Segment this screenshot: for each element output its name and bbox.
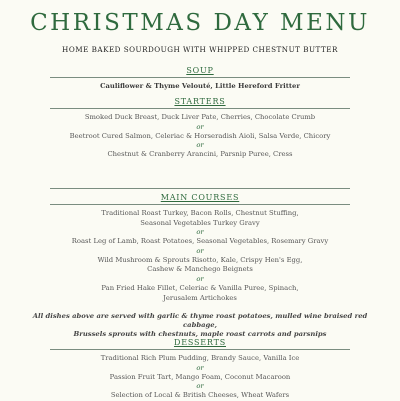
starter-item: Chestnut & Cranberry Arancini, Parsnip Puree, Cress: [107, 150, 293, 159]
or-separator: or: [196, 274, 204, 283]
starter-item: Beetroot Cured Salmon, Celeriac & Horseradish Aioli, Salsa Verde, Chicory: [69, 131, 331, 140]
starter-item: Smoked Duck Breast, Duck Liver Pate, Cherries, Chocolate Crumb: [84, 113, 316, 121]
mains-top-divider: [50, 188, 350, 189]
mains-divider: [50, 204, 350, 205]
or-separator: or: [196, 363, 204, 372]
sides-note: [30, 312, 370, 339]
main-item-line: Pan Fried Hake Fillet, Celeriac & Vanilla Puree, Spinach,: [101, 283, 299, 292]
bread-intro: HOME BAKED SOURDOUGH WITH WHIPPED CHESTNUT BUTTER: [62, 45, 338, 54]
soup-item: Cauliflower & Thyme Velouté, Little Hereford Fritter: [100, 82, 300, 90]
sides-note-line: Brussels sprouts with chestnuts, maple roast carrots and parsnips: [73, 330, 327, 338]
main-item-line: Cashew & Manchego Beignets: [147, 265, 253, 274]
or-separator: or: [196, 246, 204, 255]
desserts-section: [50, 338, 350, 401]
main-item-line: Seasonal Vegetables Turkey Gravy: [140, 218, 260, 227]
main-item-line: Jerusalem Artichokes: [163, 293, 237, 302]
soup-section: [50, 66, 350, 92]
soup-heading: SOUP: [186, 66, 214, 75]
dessert-item: Selection of Local & British Cheeses, Wheat Wafers: [110, 391, 290, 400]
starters-divider: [50, 108, 350, 109]
desserts-heading: DESSERTS: [173, 338, 226, 347]
dessert-item: Traditional Rich Plum Pudding, Brandy Sauce, Vanilla Ice: [100, 354, 300, 362]
dessert-item: Passion Fruit Tart, Mango Foam, Coconut Macaroon: [109, 372, 291, 381]
desserts-divider: [50, 349, 350, 350]
main-item-line: Roast Leg of Lamb, Roast Potatoes, Seasonal Vegetables, Rosemary Gravy: [71, 237, 329, 246]
soup-divider: [50, 77, 350, 78]
main-item-line: Wild Mushroom & Sprouts Risotto, Kale, Crispy Hen's Egg,: [97, 255, 303, 264]
mains-section: [50, 188, 350, 303]
mains-heading: MAIN COURSES: [160, 193, 240, 202]
or-separator: or: [196, 228, 204, 237]
or-separator: or: [196, 382, 204, 391]
main-item-line: Traditional Roast Turkey, Bacon Rolls, Chestnut Stuffing,: [101, 209, 299, 217]
or-separator: or: [196, 122, 204, 131]
menu-title: CHRISTMAS DAY MENU: [30, 10, 370, 36]
sides-note-line: All dishes above are served with garlic & thyme roast potatoes, mulled wine braised red cabbage,: [32, 312, 368, 329]
or-separator: or: [196, 141, 204, 150]
starters-section: [50, 97, 350, 160]
starters-heading: STARTERS: [174, 97, 226, 106]
